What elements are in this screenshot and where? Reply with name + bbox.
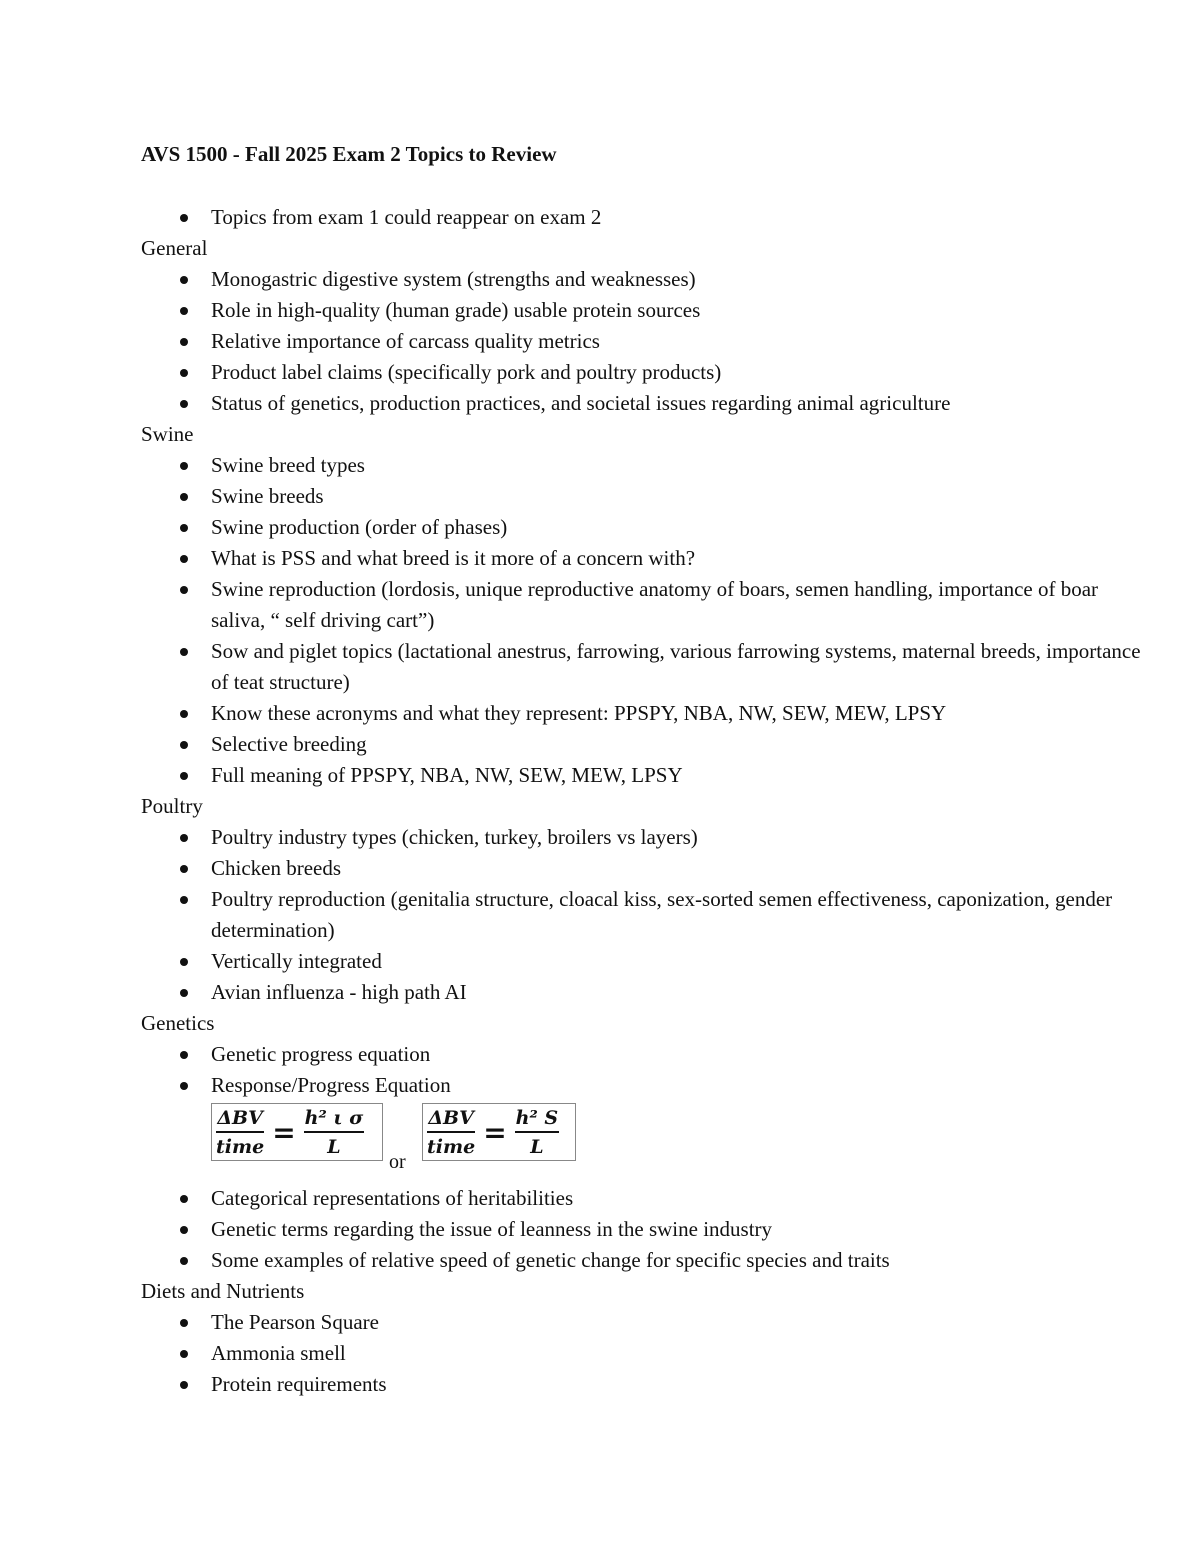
- list-item: Avian influenza - high path AI: [141, 977, 1141, 1008]
- equation-numerator: h² S: [515, 1106, 559, 1133]
- equation-lhs-fraction: [427, 1106, 475, 1159]
- diets-list: [141, 1307, 1141, 1400]
- equation-or-text: or: [389, 1151, 406, 1173]
- list-item: The Pearson Square: [141, 1307, 1141, 1338]
- equation-denominator: time: [216, 1135, 265, 1158]
- equals-sign: =: [483, 1115, 507, 1149]
- list-item: Swine reproduction (lordosis, unique reproductive anatomy of boars, semen handling, importance of boar saliva, “ self driving cart”): [141, 574, 1141, 636]
- list-item: Protein requirements: [141, 1369, 1141, 1400]
- list-item: Product label claims (specifically pork and poultry products): [141, 357, 1141, 388]
- equation-response-intensity: [211, 1103, 383, 1161]
- equation-numerator: h² ι σ: [304, 1106, 365, 1133]
- equation-numerator: ΔBV: [216, 1106, 264, 1133]
- intro-list: [141, 202, 1141, 233]
- equation-denominator: time: [427, 1135, 476, 1158]
- genetics-list-continued: [141, 1183, 1141, 1276]
- swine-list: [141, 450, 1141, 791]
- list-item: Full meaning of PPSPY, NBA, NW, SEW, MEW, LPSY: [141, 760, 1141, 791]
- genetics-list: [141, 1039, 1141, 1101]
- list-item: Swine breeds: [141, 481, 1141, 512]
- equation-lhs-fraction: [216, 1106, 264, 1159]
- list-item: Sow and piglet topics (lactational anestrus, farrowing, various farrowing systems, maternal breeds, importance of teat structure): [141, 636, 1141, 698]
- list-item: Swine production (order of phases): [141, 512, 1141, 543]
- equation-denominator: L: [530, 1135, 544, 1158]
- section-heading-general: General: [141, 236, 208, 260]
- list-item: Ammonia smell: [141, 1338, 1141, 1369]
- equation-numerator: ΔBV: [427, 1106, 475, 1133]
- list-item: Response/Progress Equation: [141, 1070, 1141, 1101]
- list-item: Status of genetics, production practices, and societal issues regarding animal agriculture: [141, 388, 1141, 419]
- equation-denominator: L: [327, 1135, 341, 1158]
- section-heading-poultry: Poultry: [141, 794, 203, 818]
- list-item: What is PSS and what breed is it more of a concern with?: [141, 543, 1141, 574]
- document-content: [141, 202, 1141, 1400]
- equation-rhs-fraction: [304, 1106, 365, 1159]
- list-item: Chicken breeds: [141, 853, 1141, 884]
- genetic-progress-equations: [211, 1101, 1141, 1183]
- list-item: Categorical representations of heritabilities: [141, 1183, 1141, 1214]
- list-item: Some examples of relative speed of genetic change for specific species and traits: [141, 1245, 1141, 1276]
- list-item: Genetic terms regarding the issue of leanness in the swine industry: [141, 1214, 1141, 1245]
- section-heading-diets-and-nutrients: Diets and Nutrients: [141, 1279, 305, 1303]
- list-item: Topics from exam 1 could reappear on exam 2: [141, 202, 1141, 233]
- list-item: Poultry industry types (chicken, turkey, broilers vs layers): [141, 822, 1141, 853]
- list-item: Relative importance of carcass quality metrics: [141, 326, 1141, 357]
- list-item: Poultry reproduction (genitalia structure, cloacal kiss, sex-sorted semen effectiveness, caponization, gender determination): [141, 884, 1141, 946]
- list-item: Vertically integrated: [141, 946, 1141, 977]
- list-item: Know these acronyms and what they represent: PPSPY, NBA, NW, SEW, MEW, LPSY: [141, 698, 1141, 729]
- list-item: Monogastric digestive system (strengths and weaknesses): [141, 264, 1141, 295]
- section-heading-swine: Swine: [141, 422, 194, 446]
- list-item: Swine breed types: [141, 450, 1141, 481]
- document-title: AVS 1500 - Fall 2025 Exam 2 Topics to Review: [141, 142, 557, 166]
- list-item: Role in high-quality (human grade) usable protein sources: [141, 295, 1141, 326]
- equals-sign: =: [272, 1115, 296, 1149]
- general-list: [141, 264, 1141, 419]
- equation-rhs-fraction: [515, 1106, 559, 1159]
- section-heading-genetics: Genetics: [141, 1011, 215, 1035]
- equation-response-selection-differential: [422, 1103, 576, 1161]
- poultry-list: [141, 822, 1141, 1008]
- list-item: Genetic progress equation: [141, 1039, 1141, 1070]
- list-item: Selective breeding: [141, 729, 1141, 760]
